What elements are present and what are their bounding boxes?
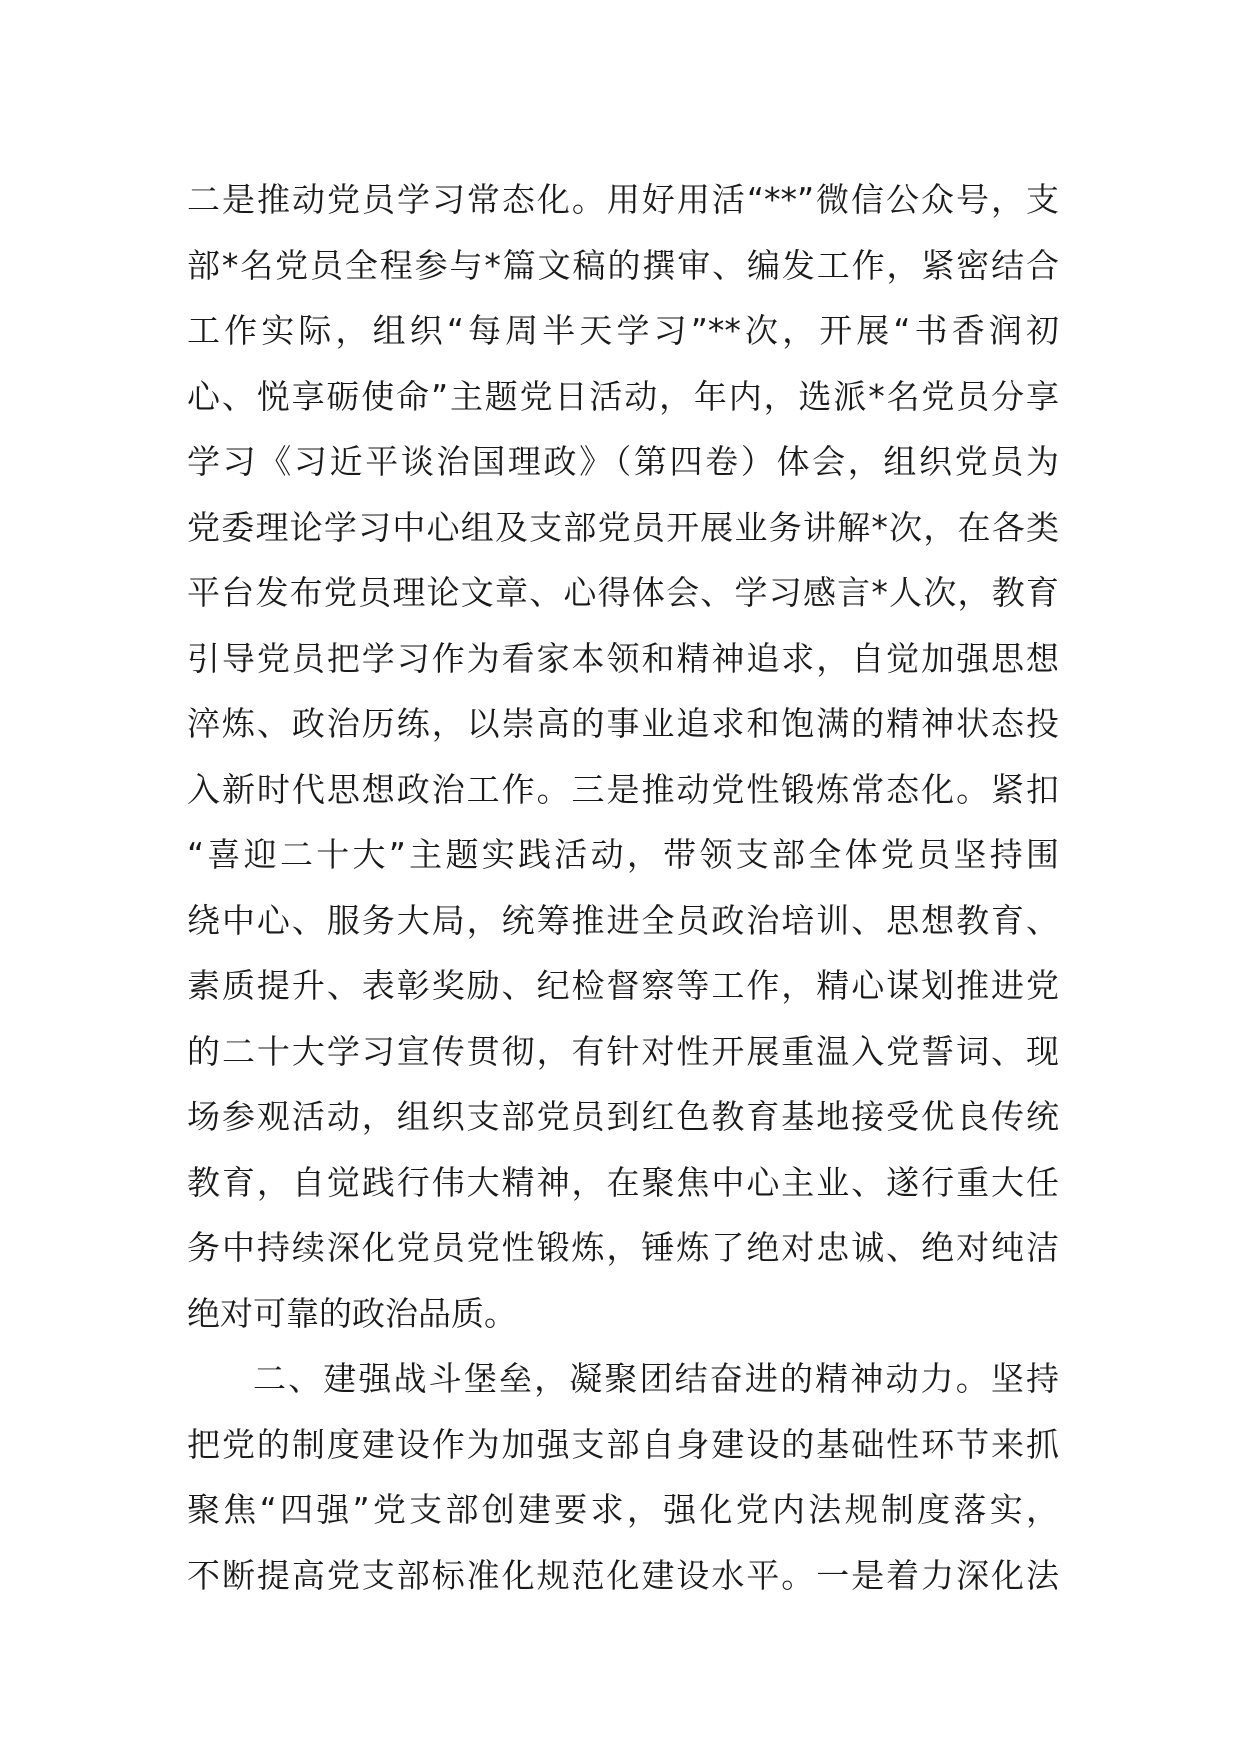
text-line: 务中持续深化党员党性锻炼，锤炼了绝对忠诚、绝对纯洁 — [187, 1228, 1059, 1267]
text-line: 学习《习近平谈治国理政》（第四卷）体会，组织党员为 — [187, 442, 1059, 481]
text-line: 教育，自觉践行伟大精神，在聚焦中心主业、遂行重大任 — [187, 1162, 1059, 1202]
text-line: 场参观活动，组织支部党员到红色教育基地接受优良传统 — [187, 1097, 1059, 1136]
text-line: 平台发布党员理论文章、心得体会、学习感言*人次，教育 — [187, 573, 1059, 612]
text-line: 的二十大学习宣传贯彻，有针对性开展重温入党誓词、现 — [187, 1031, 1059, 1071]
text-line: 引导党员把学习作为看家本领和精神追求，自觉加强思想 — [187, 638, 1059, 678]
text-line: 素质提升、表彰奖励、纪检督察等工作，精心谋划推进党 — [187, 966, 1059, 1005]
document-body — [187, 167, 1059, 1608]
section-heading-line: 二、建强战斗堡垒，凝聚团结奋进的精神动力。坚持 — [253, 1359, 1059, 1398]
text-line: 淬炼、政治历练，以崇高的事业追求和饱满的精神状态投 — [187, 704, 1059, 743]
text-line: “喜迎二十大”主题实践活动，带领支部全体党员坚持围 — [187, 835, 1059, 874]
text-line: 党委理论学习中心组及支部党员开展业务讲解*次，在各类 — [187, 507, 1059, 547]
text-line: 绕中心、服务大局，统筹推进全员政治培训、思想教育、 — [187, 900, 1059, 940]
text-line: 二是推动党员学习常态化。用好用活“**”微信公众号，支 — [187, 180, 1059, 219]
text-line: 心、悦享砺使命”主题党日活动，年内，选派*名党员分享 — [187, 376, 1059, 416]
text-line: 把党的制度建设作为加强支部自身建设的基础性环节来抓 — [187, 1424, 1059, 1464]
text-line: 不断提高党支部标准化规范化建设水平。一是着力深化法 — [187, 1555, 1059, 1595]
paragraph-last-line: 绝对可靠的政治品质。 — [187, 1293, 517, 1333]
text-line: 部*名党员全程参与*篇文稿的撰审、编发工作，紧密结合 — [187, 245, 1059, 285]
text-line: 聚焦“四强”党支部创建要求，强化党内法规制度落实， — [187, 1490, 1059, 1529]
text-line: 入新时代思想政治工作。三是推动党性锻炼常态化。紧扣 — [187, 769, 1059, 809]
text-line: 工作实际，组织“每周半天学习”**次，开展“书香润初 — [187, 311, 1059, 350]
